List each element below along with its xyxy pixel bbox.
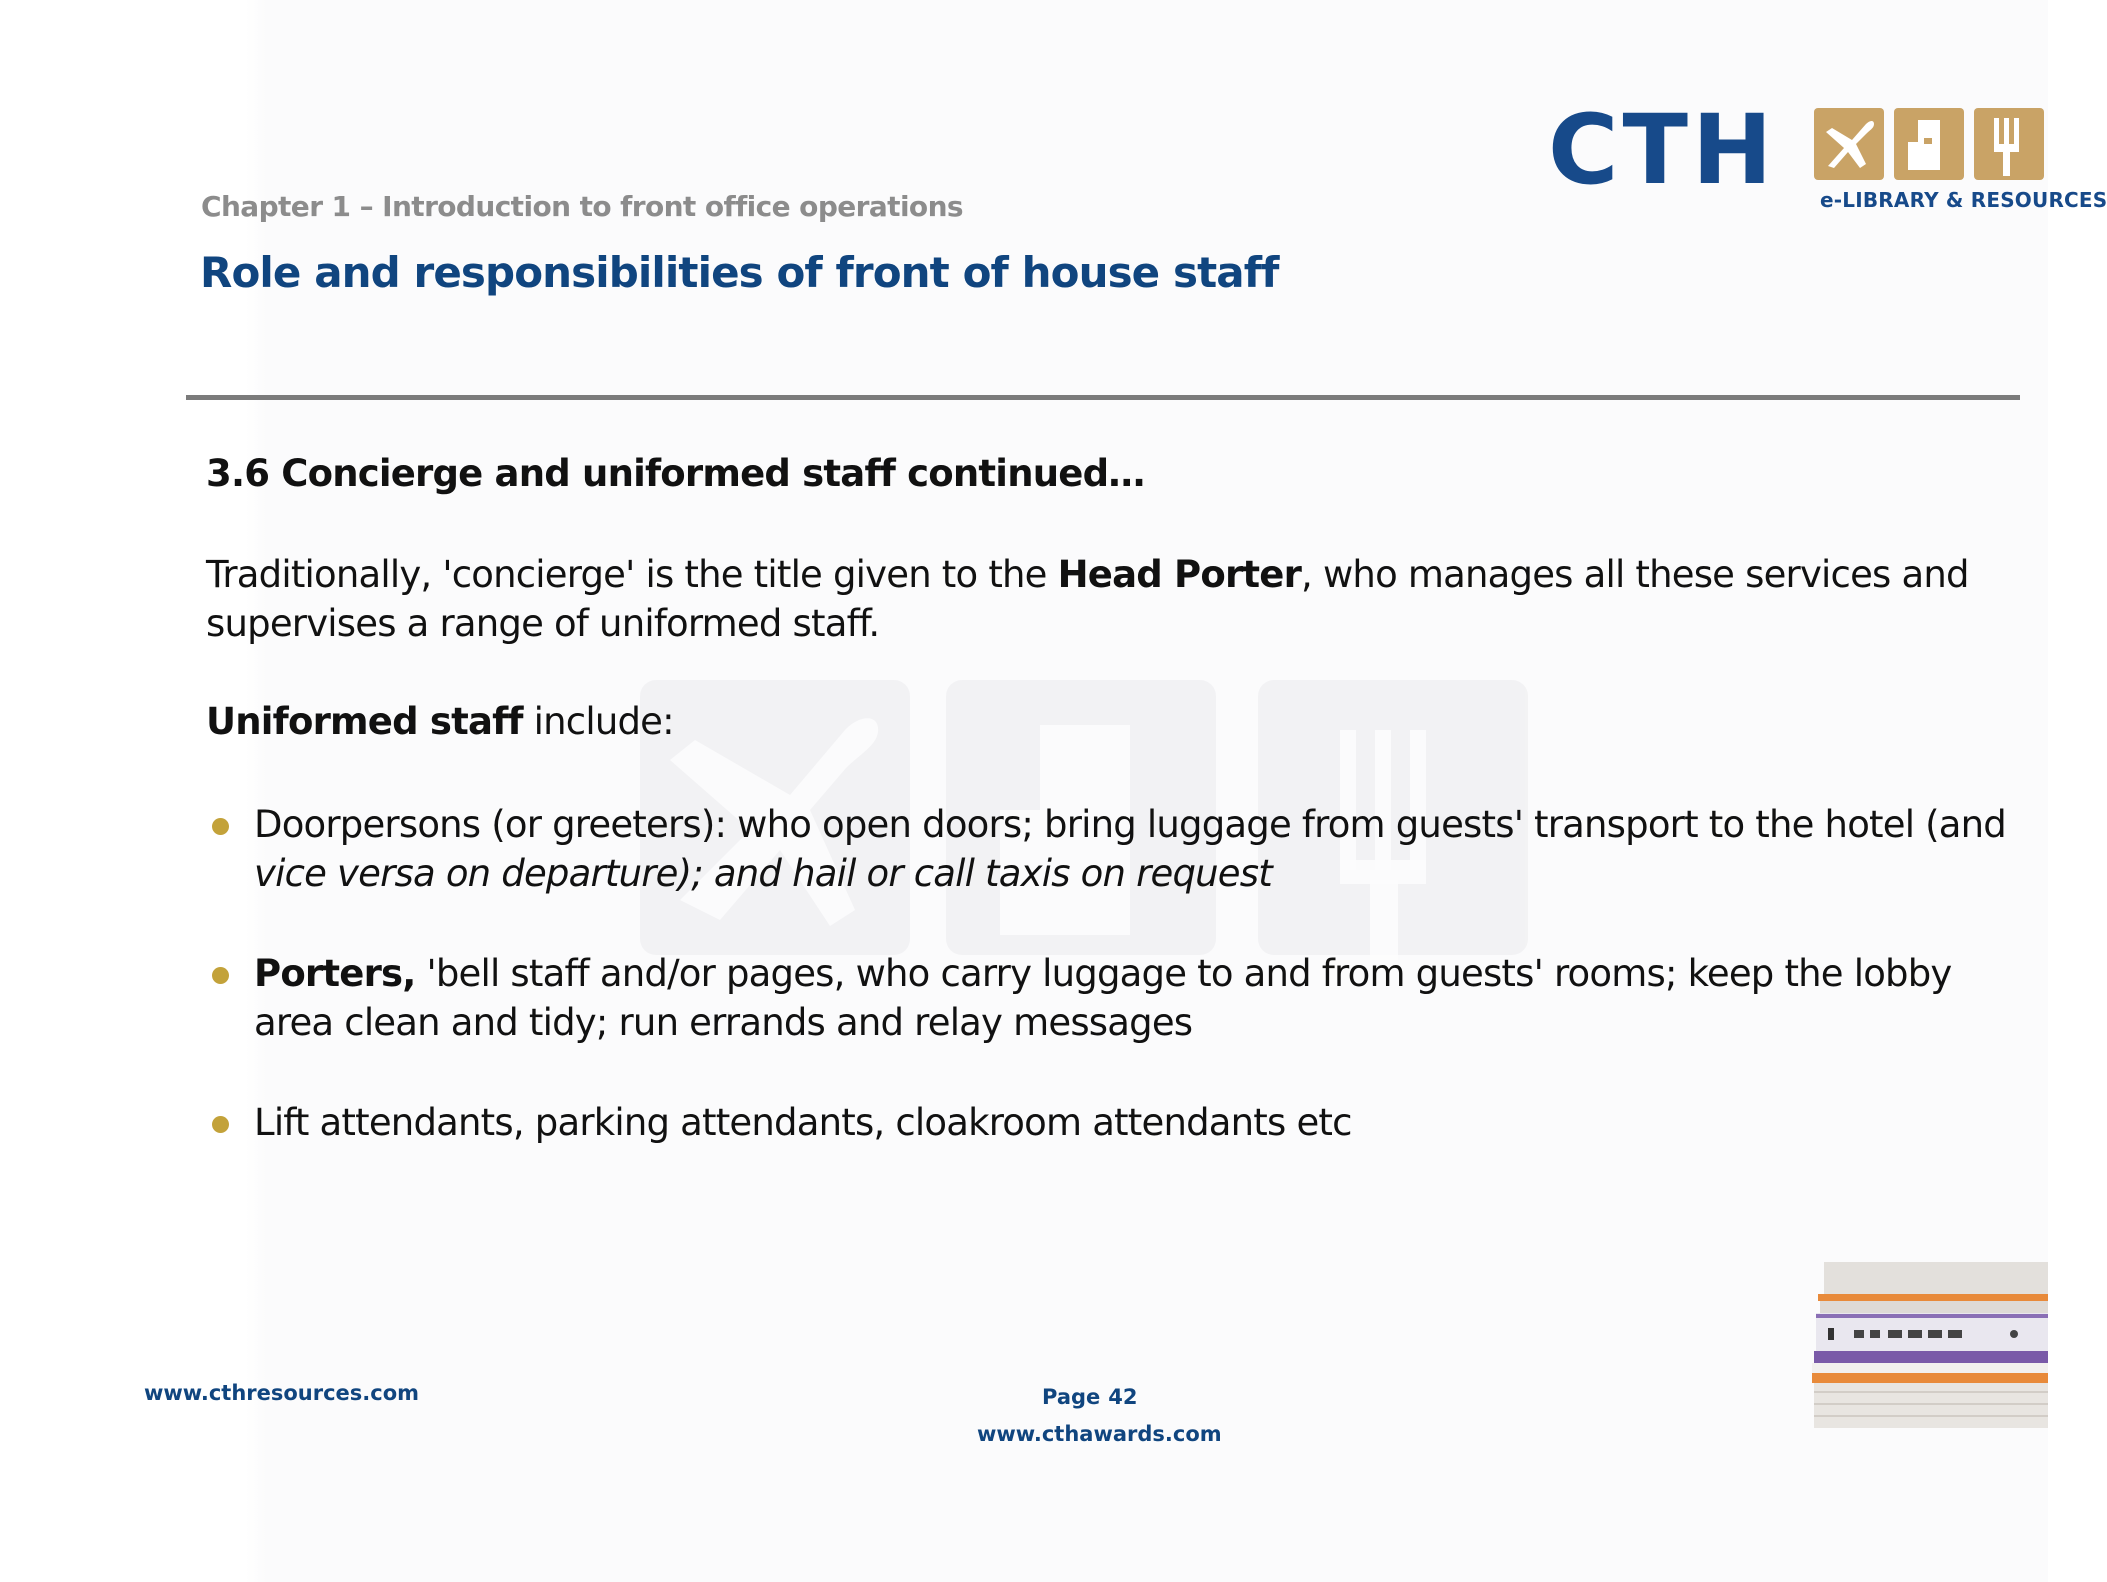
bullet-text-normal: Lift attendants, parking attendants, cloakroom attendants etc xyxy=(254,1101,1352,1144)
page-number-value: 42 xyxy=(1108,1385,1138,1409)
fork-icon xyxy=(1974,108,2044,180)
page-title: Role and responsibilities of front of house staff xyxy=(200,248,1279,297)
building-icon xyxy=(1894,108,1964,180)
intro-text-1: Traditionally, 'concierge' is the title given to the xyxy=(206,553,1058,596)
bullet-icon xyxy=(212,818,229,835)
footer-awards-link[interactable]: www.cthawards.com xyxy=(977,1422,1222,1446)
list-item-text xyxy=(254,800,2014,898)
books-image xyxy=(1808,1262,2048,1432)
bullet-icon xyxy=(212,1116,229,1133)
uniformed-bold: Uniformed staff xyxy=(206,700,523,743)
header-divider xyxy=(186,395,2020,400)
bullet-icon xyxy=(212,967,229,984)
uniformed-rest: include: xyxy=(522,700,674,743)
chapter-label: Chapter 1 – Introduction to front office operations xyxy=(201,190,963,223)
bullet-text-normal: 'bell staff and/or pages, who carry luggage to and from guests' rooms; keep the lobby area clean and tidy; run errands and relay messages xyxy=(254,952,1952,1044)
bullet-text-normal: Doorpersons (or greeters): who open doors; bring luggage from guests' transport to the hotel (and xyxy=(254,803,2006,846)
logo-wordmark: CTH xyxy=(1548,94,1777,206)
list-item-text xyxy=(254,949,2014,1047)
page-label: Page xyxy=(1042,1385,1101,1409)
bullet-text-bold: Porters, xyxy=(254,952,416,995)
page-number xyxy=(1042,1385,1138,1409)
bullet-text-italic: vice versa on departure); and hail or call taxis on request xyxy=(254,852,1272,895)
airplane-icon xyxy=(1814,108,1884,180)
cth-logo xyxy=(1548,94,2107,220)
intro-paragraph xyxy=(206,550,2006,648)
section-heading: 3.6 Concierge and uniformed staff continued… xyxy=(206,452,1145,495)
uniformed-staff-line xyxy=(206,700,674,743)
intro-bold: Head Porter xyxy=(1057,553,1302,596)
logo-tagline: e-LIBRARY & RESOURCES xyxy=(1820,188,2107,212)
list-item-text xyxy=(254,1098,2014,1147)
footer-resources-link[interactable]: www.cthresources.com xyxy=(144,1381,420,1405)
intro-text-2: , who manages all these services and supervises a range of uniformed staff. xyxy=(206,553,1969,645)
